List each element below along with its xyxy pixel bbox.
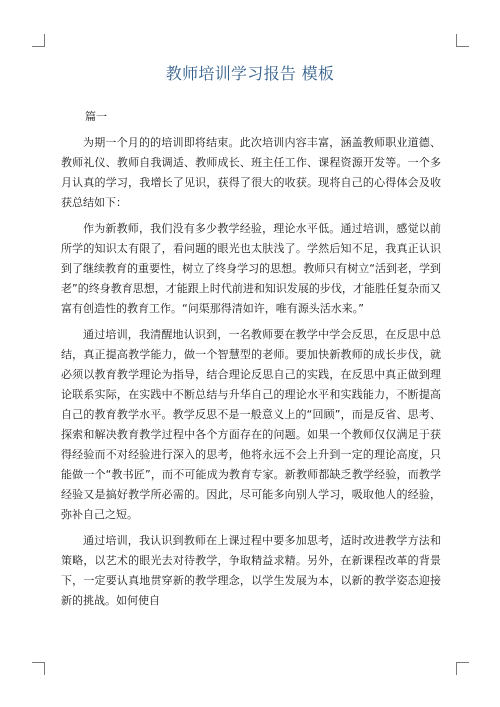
crop-mark-top-right: [456, 34, 469, 47]
paragraph-3: 通过培训，我清醒地认识到，一名教师要在教学中学会反思，在反思中总结，真正提高教学能力，做一个智慧型的老师。要加快新教师的成长步伐，就必须以教育教学理论为指导，结合理论反思自己的实践，在反思中真正做到理论联系实际，在实践中不断总结与升华自己的理论水平和实践能力，不断提高自己的教育教学水平。教学反思不是一般意义上的“回顾”，而是反省、思考、探索和解决教育教学过程中各个方面存在的问题。如果一个教师仅仅满足于获得经验而不对经验进行深入的思考，他将永远不会上升到一定的理论高度，只能做一个“教书匠”，而不可能成为教育专家。新教师都缺乏教学经验，而教学经验又是搞好教学所必需的。因此，尽可能多向别人学习，吸取他人的经验，弥补自己之短。: [61, 328, 441, 521]
crop-mark-top-left: [32, 34, 45, 47]
document-body: [61, 107, 441, 617]
document-title: 教师培训学习报告 模板: [165, 64, 335, 83]
paragraph-4: 通过培训，我认识到教师在上课过程中要多加思考，适时改进教学方法和策略，以艺术的眼光去对待教学，争取精益求精。另外，在新课程改革的背景下，一定要认真地贯穿新的教学理念，以学生发展为本，以新的教学姿态迎接新的挑战。如何使自: [61, 534, 441, 607]
section-heading: 篇一: [85, 110, 107, 123]
crop-mark-bottom-left: [32, 662, 45, 675]
paragraph-1: 为期一个月的的培训即将结束。此次培训内容丰富，涵盖教师职业道德、教师礼仪、教师自我调适、教师成长、班主任工作、课程资源开发等。一个多月认真的学习，我增长了见识，获得了很大的收获。现将自己的心得体会及收获总结如下：: [61, 136, 441, 209]
paragraph-2: 作为新教师，我们没有多少教学经验，理论水平低。通过培训，感觉以前所学的知识太有限了，看问题的眼光也太肤浅了。学然后知不足，我真正认识到了继续教育的重要性，树立了终身学习的思想。教师只有树立“活到老，学到老”的终身教育思想，才能跟上时代前进和知识发展的步伐，才能胜任复杂而又富有创造性的教育工作。“问渠那得清如许，唯有源头活水来。”: [61, 222, 441, 315]
crop-mark-bottom-right: [456, 662, 469, 675]
